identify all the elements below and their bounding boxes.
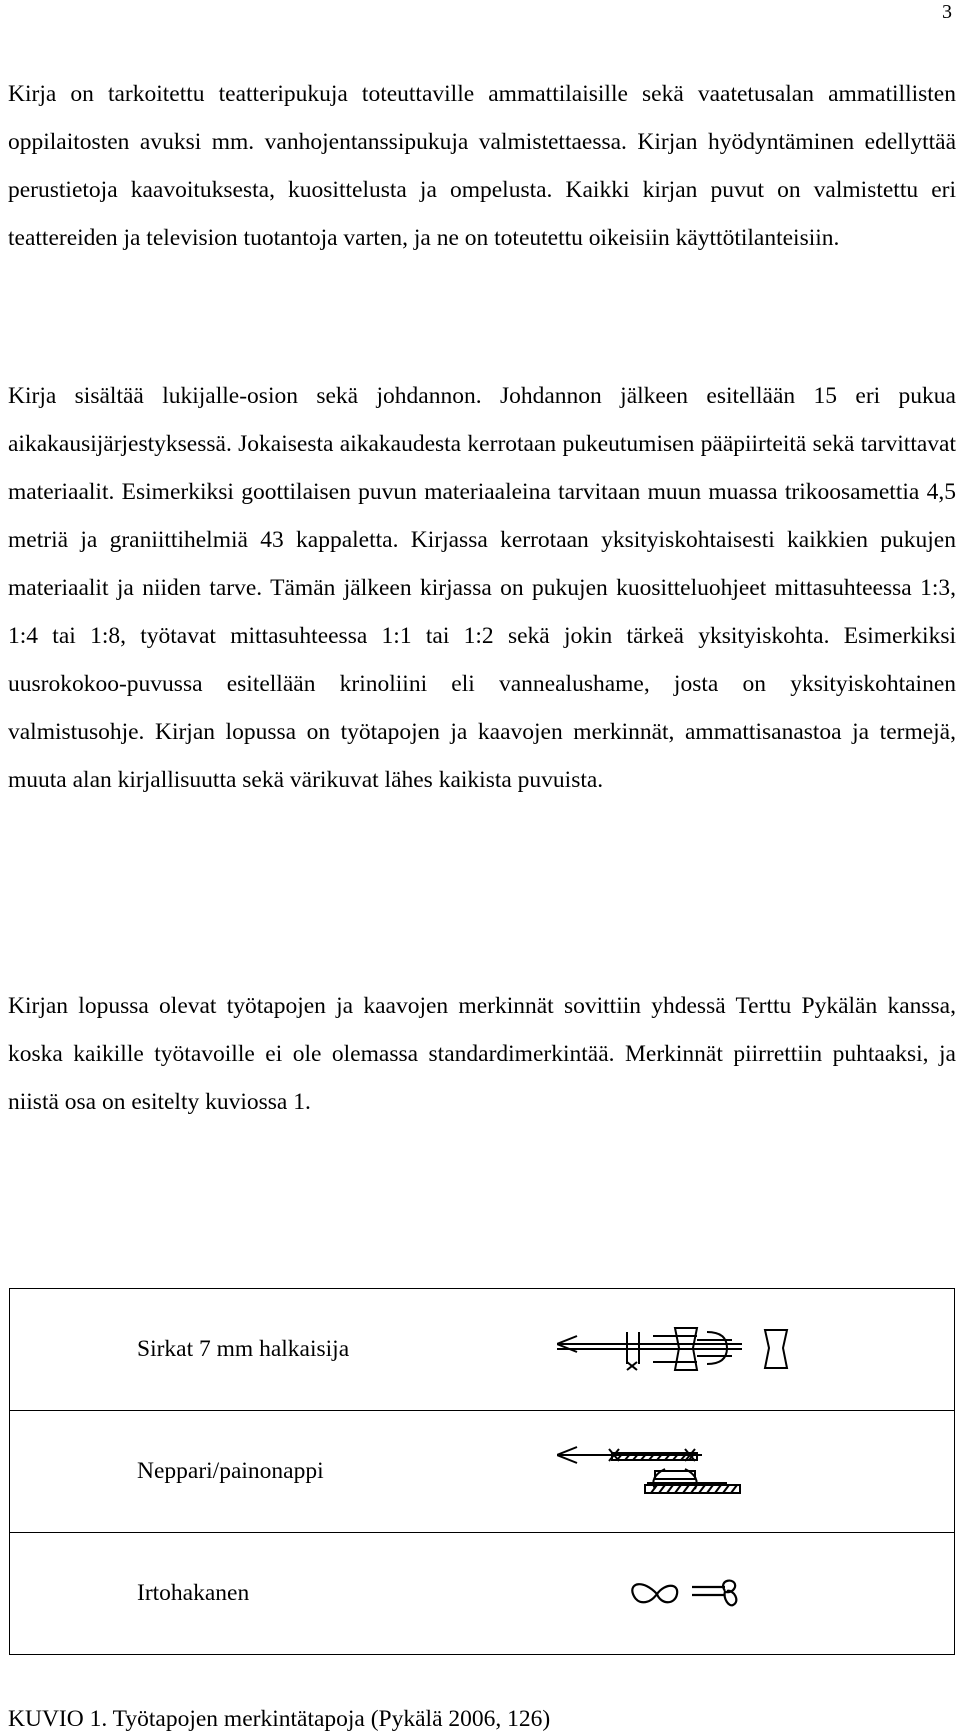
- figure-row: [10, 1289, 955, 1411]
- figure-row: [10, 1533, 955, 1655]
- paragraph-2: Kirja sisältää lukijalle-osion sekä johdannon. Johdannon jälkeen esitellään 15 eri pukua aikakausijärjestyksessä. Jokaisesta aikakaudesta kerrotaan pukeutumisen pääpiirteitä sekä tarvittavat materiaalit. Esimerkiksi goottilaisen puvun materiaaleina tarvitaan muun muassa trikoosamettia 4,5 metriä ja graniittihelmiä 43 kappaletta. Kirjassa kerrotaan yksityiskohtaisesti kaikkien pukujen materiaalit ja niiden tarve. Tämän jälkeen kirjassa on pukujen kuositteluohjeet mittasuhteessa 1:3, 1:4 tai 1:8, työtavat mittasuhteessa 1:1 tai 1:2 sekä jokin tärkeä yksityiskohta. Esimerkiksi uusrokokoo-puvussa esitellään krinoliini eli vannealushame, josta on yksityiskohtainen valmistusohje. Kirjan lopussa on työtapojen ja kaavojen merkinnät, ammattisanastoa ja termejä, muuta alan kirjallisuutta sekä värikuvat lähes kaikista puvuista.: [8, 383, 956, 793]
- sirkat-icon: [557, 1320, 817, 1380]
- sirkat-symbol: [557, 1289, 955, 1411]
- figure-row: [10, 1411, 955, 1533]
- figure-table: [9, 1288, 955, 1655]
- figure-row-label: Neppari/painonappi: [10, 1411, 558, 1533]
- neppari-symbol: [557, 1411, 955, 1533]
- page-number: 3: [942, 1, 952, 23]
- paragraph-3: Kirjan lopussa olevat työtapojen ja kaavojen merkinnät sovittiin yhdessä Terttu Pykälän kanssa, koska kaikille työtavoille ei ole olemassa standardimerkintää. Merkinnät piirrettiin puhtaaksi, ja niistä osa on esitelty kuviossa 1.: [8, 993, 956, 1115]
- paragraph-1: Kirja on tarkoitettu teatteripukuja toteuttaville ammattilaisille sekä vaatetusalan ammatillisten oppilaitosten avuksi mm. vanhojentanssipukuja valmistettaessa. Kirjan hyödyntäminen edellyttää perustietoja kaavoituksesta, kuosittelusta ja ompelusta. Kaikki kirjan puvut on valmistettu eri teattereiden ja television tuotantoja varten, ja ne on toteutettu oikeisiin käyttötilanteisiin.: [8, 81, 956, 251]
- figure-row-label: Sirkat 7 mm halkaisija: [10, 1289, 558, 1411]
- figure-row-label: Irtohakanen: [137, 1580, 250, 1606]
- irtohakanen-icon: [557, 1569, 817, 1619]
- irtohakanen-symbol: [557, 1533, 955, 1655]
- neppari-icon: [557, 1437, 817, 1507]
- figure-caption: KUVIO 1. Työtapojen merkintätapoja (Pykälä 2006, 126): [8, 1706, 551, 1732]
